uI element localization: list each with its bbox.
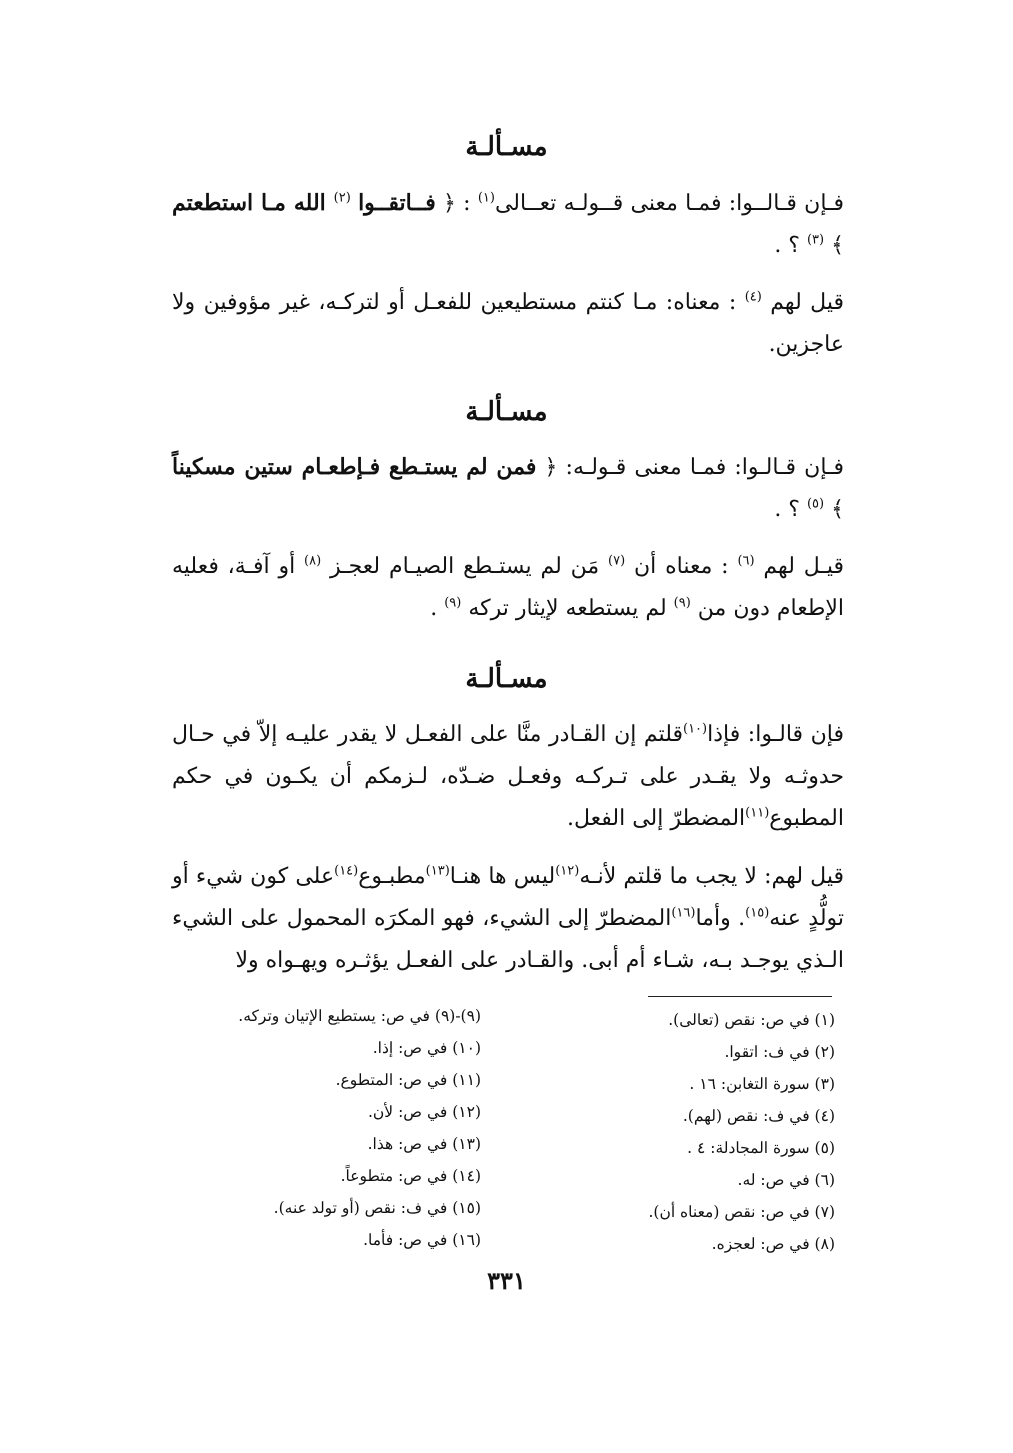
answer-text: ليس ها هنـا [449, 864, 556, 889]
footnote-separator [648, 996, 832, 997]
page-number: ٣٣١ [487, 1266, 526, 1295]
footnote-ref: (١) [477, 190, 495, 206]
footnote-ref: (٩) [444, 595, 462, 611]
question-end: ؟ . [774, 233, 807, 258]
footnote-ref: (١٦) [671, 905, 696, 921]
question-paragraph-1 [172, 182, 844, 267]
section-heading-2: مسـألـة [465, 397, 548, 427]
footnote-ref: (٥) [806, 496, 825, 512]
answer-text: المضطرّ إلى الشيء، فهو المكرَه المحمول على الشيء الـذي يوجـد بـه، شـاء أم أبى. والقـادر على الفعـل يؤثـره ويهـواه ولا [172, 906, 844, 973]
footnote-ref: (٧) [608, 553, 626, 569]
footnote-ref: (٨) [304, 553, 322, 569]
question-text: فـإن قـالـوا: فمـا معنى قـولـه: ﴿ [536, 455, 844, 480]
quran-verse: الله مـا استطعتم [172, 190, 334, 216]
answer-text: مطبـوع [358, 864, 426, 889]
quote-close: ﴾ [831, 233, 844, 258]
footnote-ref: (٦) [737, 553, 755, 569]
footnote: (٣) سورة التغابن: ١٦ . [689, 1075, 835, 1093]
footnote: (١) في ص: نقص (تعالى). [668, 1011, 835, 1029]
footnote: (١٣) في ص: هذا. [367, 1135, 481, 1153]
footnote: (١١) في ص: المتطوع. [335, 1071, 481, 1089]
footnote: (١٠) في ص: إذا. [372, 1039, 481, 1057]
quote-open: : ﴿ [435, 191, 478, 216]
footnote-ref: (١٥) [745, 905, 770, 921]
footnote: (١٦) في ص: فأما. [363, 1231, 481, 1249]
quran-verse: فمن لم يستـطع فـإطعـام ستين مسكيناً [172, 454, 537, 480]
footnote: (٩)-(٩) في ص: يستطيع الإتيان وتركه. [238, 1007, 481, 1025]
footnote-ref: (٢) [333, 190, 351, 206]
question-text: فـإن قـالــوا: فمـا معنى قــولـه تعــالى [494, 191, 844, 216]
quote-close: ﴾ [831, 497, 844, 522]
footnotes-left-column [181, 1000, 481, 1256]
footnote-ref: (١٠) [683, 721, 708, 737]
footnote: (٧) في ص: نقص (معناه أن). [648, 1203, 835, 1221]
footnote-ref: (١٢) [555, 863, 580, 879]
section-heading-1: مسـألـة [465, 132, 548, 162]
question-end: ؟ . [774, 497, 807, 522]
footnote-ref: (١٣) [425, 863, 450, 879]
footnote: (٤) في ف: نقص (لهم). [682, 1107, 835, 1125]
footnote: (٥) سورة المجادلة: ٤ . [687, 1139, 835, 1157]
section-heading-3: مسـألـة [465, 664, 548, 694]
footnote-ref: (٩) [673, 595, 691, 611]
answer-text: قيـل لهم [763, 554, 844, 579]
footnotes-right-column [585, 1004, 835, 1260]
footnote-ref: (١٤) [334, 863, 359, 879]
answer-text: . وأما [695, 906, 746, 931]
question-text: فإن قالـوا: فإذا [707, 722, 844, 747]
answer-text: قيل لهم: لا يجب ما قلتم لأنـه [579, 864, 845, 889]
answer-text: على كون شيء أو تولُّدٍ عنه [172, 864, 845, 931]
footnote: (٨) في ص: لعجزه. [711, 1235, 835, 1253]
answer-text: قيل لهم [770, 290, 844, 315]
footnote: (١٥) في ف: نقص (أو تولد عنه). [273, 1199, 481, 1217]
question-paragraph-3 [172, 714, 844, 840]
question-paragraph-2 [172, 446, 844, 531]
answer-paragraph-2 [172, 546, 844, 630]
footnote-ref: (١١) [745, 805, 770, 821]
footnote-ref: (٤) [744, 289, 762, 305]
footnote: (٢) في ف: اتقوا. [724, 1043, 835, 1061]
footnote: (١٤) في ص: متطوعاً. [340, 1167, 481, 1185]
question-text: قلتم إن القـادر منَّا على الفعـل لا يقدر عليـه إلاّ في حـال حدوثـه ولا يقـدر على تـركـه وفعـل ضـدّه، لـزمكم أن يكـون في حكم المطبوع [172, 722, 844, 831]
answer-text: أو آفـة، فعليه الإطعام دون من [172, 554, 844, 621]
answer-text: : معناه أن [634, 554, 738, 579]
answer-text: لم يستطعه لإيثار تركه [468, 596, 674, 621]
footnote: (١٢) في ص: لأن. [368, 1103, 481, 1121]
answer-end: . [430, 596, 445, 621]
answer-paragraph-3 [172, 856, 844, 982]
footnote: (٦) في ص: له. [737, 1171, 835, 1189]
question-text: المضطرّ إلى الفعل. [567, 806, 746, 831]
answer-text: مَن لم يستـطع الصيـام لعجـز [330, 554, 609, 579]
footnote-ref: (٣) [806, 232, 825, 248]
answer-paragraph-1 [172, 282, 844, 366]
answer-text: : معناه: مـا كنتم مستطيعين للفعـل أو لتركـه، غير مؤوفين ولا عاجزين. [172, 290, 844, 357]
quran-verse: فــاتقــوا [358, 190, 436, 216]
